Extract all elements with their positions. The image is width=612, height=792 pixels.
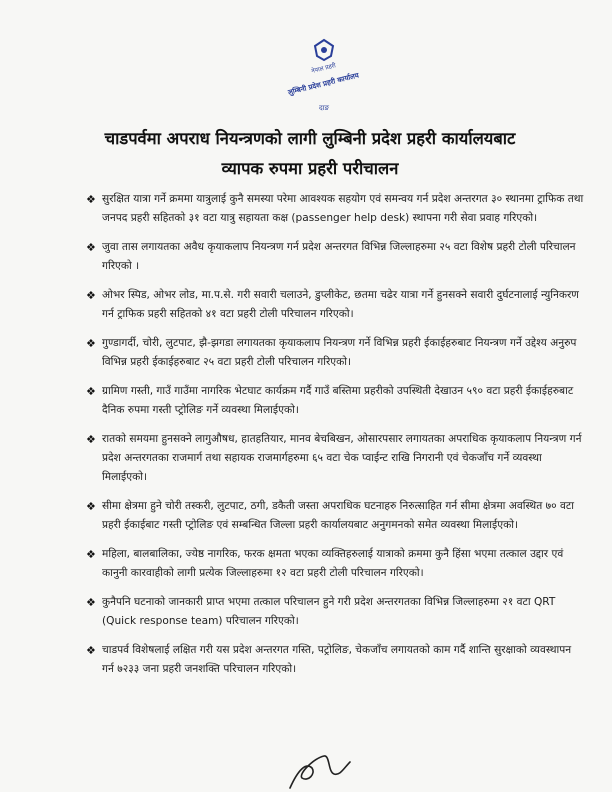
operations-list	[86, 190, 586, 689]
list-item-text: कुनैपनि घटनाको जानकारी प्राप्त भएमा तत्काल परिचालन हुने गरी प्रदेश अन्तरगतका विभिन्न जिल्लाहरुमा २१ वटा QRT (Quick response team) परिचालन गरिएको।	[102, 596, 556, 627]
list-item-text: ओभर स्पिड, ओभर लोड, मा.प.से. गरी सवारी चलाउने, डुप्लीकेट, छतमा चढेर यात्रा गर्ने हुनसक्ने सवारी दुर्घटनालाई न्युनिकरण गर्न ट्राफिक प्रहरी सहितको ४१ वटा प्रहरी टोली परिचालन गरिएको।	[102, 289, 579, 320]
seal-text-middle: लुम्बिनी प्रदेश प्रहरी कार्यालय	[287, 71, 360, 97]
diamond-bullet-icon: ❖	[86, 337, 96, 350]
diamond-bullet-icon: ❖	[86, 596, 96, 609]
seal-text-top: नेपाल प्रहरी	[310, 62, 337, 75]
diamond-bullet-icon: ❖	[86, 193, 96, 206]
list-item	[86, 641, 586, 679]
list-item	[86, 238, 586, 276]
diamond-bullet-icon: ❖	[86, 385, 96, 398]
title-line-2: व्यापक रुपमा प्रहरी परीचालन	[221, 159, 399, 178]
list-item	[86, 430, 586, 487]
list-item-text: चाडपर्व विशेषलाई लक्षित गरी यस प्रदेश अन्तरगत गस्ति, पट्रोलिङ, चेकजाँच लगायतको काम गर्दै शान्ति सुरक्षाको व्यवस्थापन गर्न ७२३३ जना प्रहरी जनशक्ति परिचालन गरिएको।	[102, 644, 572, 675]
document-title	[40, 124, 580, 184]
handwritten-signature	[284, 748, 354, 792]
list-item-text: सुरक्षित यात्रा गर्ने क्रममा यात्रुलाई कुनै समस्या परेमा आवश्यक सहयोग एवं समन्वय गर्न प्रदेश अन्तरगत ३० स्थानमा ट्राफिक तथा जनपद प्रहरी सहितको ३१ वटा यात्रु सहायता कक्ष (passenger help desk) स्थापना गरी सेवा प्रवाह गरिएको।	[102, 193, 584, 224]
list-item-text: ग्रामिण गस्ती, गाउँ गाउँमा नागरिक भेटघाट कार्यक्रम गर्दै गाउँ बस्तिमा प्रहरीको उपस्थिती देखाउन ५९० वटा प्रहरी ईकाईहरुबाट दैनिक रुपमा गस्ती प्ट्रोलिङ गर्ने व्यवस्था मिलाईएको।	[102, 385, 574, 416]
list-item	[86, 334, 586, 372]
diamond-bullet-icon: ❖	[86, 289, 96, 302]
diamond-bullet-icon: ❖	[86, 241, 96, 254]
diamond-bullet-icon: ❖	[86, 548, 96, 561]
list-item	[86, 593, 586, 631]
list-item	[86, 545, 586, 583]
list-item-text: महिला, बालबालिका, ज्येष्ठ नागरिक, फरक क्षमता भएका व्यक्तिहरुलाई यात्राको क्रममा कुनै हिंसा भएमा तत्काल उद्दार एवं कानुनी कारवाहीको लागी प्रत्येक जिल्लाहरुमा १२ वटा प्रहरी टोली परिचालन गरिएको।	[102, 548, 564, 579]
list-item	[86, 497, 586, 535]
list-item-text: जुवा तास लगायतका अवैध कृयाकलाप नियन्त्रण गर्न प्रदेश अन्तरगत विभिन्न जिल्लाहरुमा २५ वटा विशेष प्रहरी टोली परिचालन गरिएको ।	[102, 241, 576, 272]
diamond-bullet-icon: ❖	[86, 433, 96, 446]
list-item	[86, 286, 586, 324]
police-office-seal	[283, 38, 365, 116]
diamond-bullet-icon: ❖	[86, 500, 96, 513]
seal-text-bottom: दाङ	[319, 104, 329, 112]
title-line-1: चाडपर्वमा अपराध नियन्त्रणको लागी लुम्बिनी प्रदेश प्रहरी कार्यालयबाट	[104, 129, 516, 148]
list-item	[86, 190, 586, 228]
list-item-text: सीमा क्षेत्रमा हुने चोरी तस्करी, लुटपाट, ठगी, डकैती जस्ता अपराधिक घटनाहरु निरुत्साहित गर्न सीमा क्षेत्रमा अवस्थित ७० वटा प्रहरी ईकाईबाट गस्ती प्ट्रोलिङ एवं सम्बन्धित जिल्ला प्रहरी कार्यालयबाट अनुगमनको समेत व्यवस्था मिलाईएको।	[102, 500, 574, 531]
diamond-bullet-icon: ❖	[86, 644, 96, 657]
list-item	[86, 382, 586, 420]
list-item-text: रातको समयमा हुनसक्ने लागुऔषध, हातहतियार, मानव बेचबिखन, ओसारपसार लगायतका अपराधिक कृयाकलाप नियन्त्रण गर्न प्रदेश अन्तरगतका राजमार्ग तथा सहायक राजमार्गहरुमा ६५ वटा चेक प्वाईन्ट राखि निगरानी एवं चेकजाँच गर्ने व्यवस्था मिलाईएको।	[102, 433, 582, 483]
list-item-text: गुण्डागर्दी, चोरी, लुटपाट, झै-झगडा लगायतका कृयाकलाप नियन्त्रण गर्ने विभिन्न प्रहरी ईकाईहरुबाट नियन्त्रण गर्ने उद्देश्य अनुरुप विभिन्न प्रहरी ईकाईहरुबाट २५ वटा प्रहरी टोली परिचालन गरिएको।	[102, 337, 577, 368]
